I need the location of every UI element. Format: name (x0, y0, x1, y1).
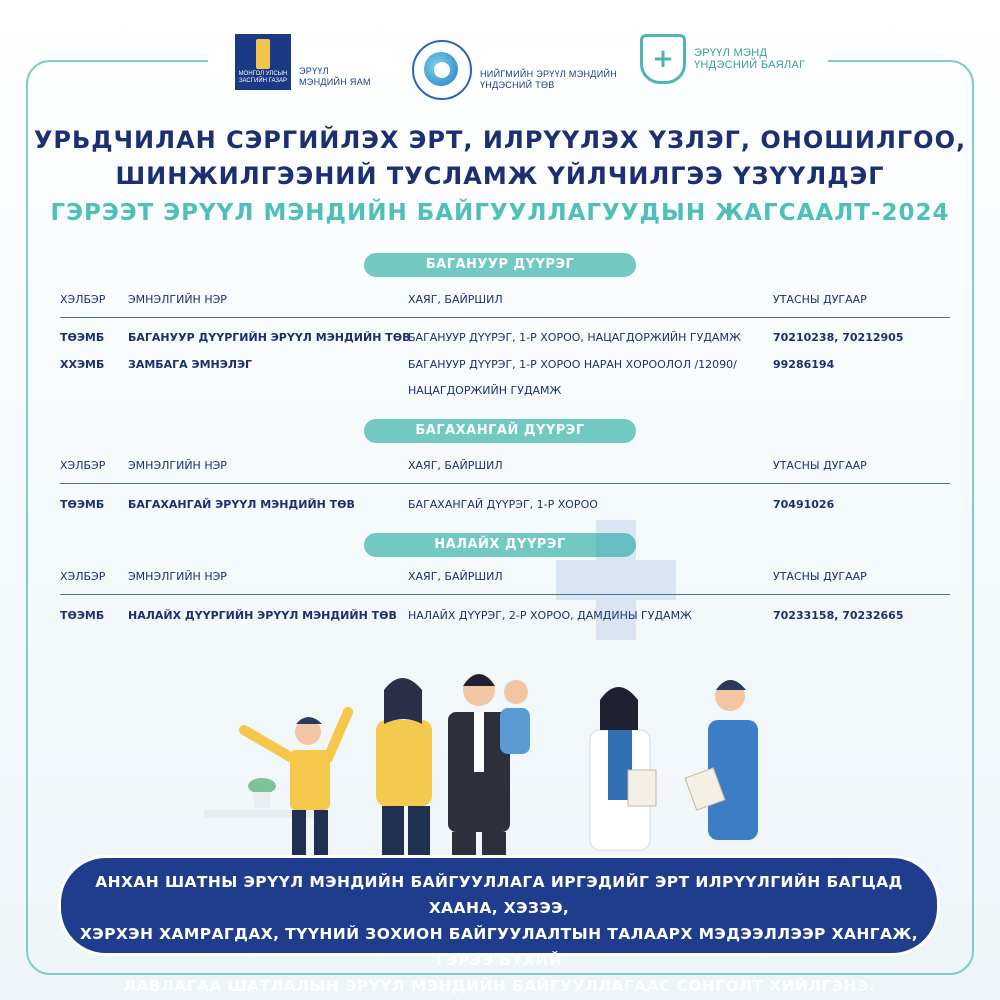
banner-line-2: ХЭРХЭН ХАМРАГДАХ, ТҮҮНИЙ ЗОХИОН БАЙГУУЛАЛТЫН ТАЛААРХ МЭДЭЭЛЛЭЭР ХАНГАЖ, ГЭРЭЭ БҮХИЙ (79, 925, 919, 969)
title-line-3: ГЭРЭЭТ ЭРҮҮЛ МЭНДИЙН БАЙГУУЛЛАГУУДЫН ЖАГСААЛТ-2024 (50, 200, 950, 226)
ministry-logo (235, 34, 371, 90)
logo-bar (0, 32, 1000, 102)
soyombo-emblem-icon (235, 34, 291, 90)
table-header (60, 293, 950, 318)
title-line-2: ШИНЖИЛГЭЭНИЙ ТУСЛАМЖ ҮЙЛЧИЛГЭЭ ҮЗҮҮЛДЭГ (115, 162, 885, 190)
doctor-figure (590, 687, 656, 850)
header-name: ЭМНЭЛГИЙН НЭР (128, 293, 227, 306)
public-health-center-logo (412, 40, 617, 100)
woman-figure (376, 678, 432, 876)
medical-shield-icon: + (640, 34, 686, 84)
ministry-name: ЭРҮҮЛ МЭНДИЙН ЯАМ (299, 66, 371, 87)
health-wealth-logo (640, 34, 805, 84)
banner-line-3: ЛАВЛАГАА ШАТЛАЛЫН ЭРҮҮЛ МЭНДИЙН БАЙГУУЛЛАГААС СОНГОЛТ ХИЙЛГЭНЭ. (123, 977, 875, 995)
nurse-figure (685, 680, 758, 840)
table-header: ХЭЛБЭР ЭМНЭЛГИЙН НЭР ХАЯГ, БАЙРШИЛ УТАСНЫ ДУГААР (60, 459, 950, 484)
center-name: НИЙГМИЙН ЭРҮҮЛ МЭНДИЙН ҮНДЭСНИЙ ТӨВ (480, 69, 618, 90)
people-illustration (220, 660, 780, 880)
wealth-slogan: ЭРҮҮЛ МЭНД ҮНДЭСНИЙ БАЯЛАГ (694, 47, 806, 71)
title-line-1: УРЬДЧИЛАН СЭРГИЙЛЭХ ЭРТ, ИЛРҮҮЛЭХ ҮЗЛЭГ, ОНОШИЛГОО, (33, 126, 967, 154)
header-type: ХЭЛБЭР (60, 293, 106, 306)
child-figure (244, 712, 348, 860)
district-pill-baganuur: БАГАНУУР ДҮҮРЭГ (364, 253, 636, 277)
banner-line-1: АНХАН ШАТНЫ ЭРҮҮЛ МЭНДИЙН БАЙГУУЛЛАГА ИРГЭДИЙГ ЭРТ ИЛРҮҮЛГИЙН БАГЦАД ХААНА, ХЭЗЭЭ, (95, 873, 903, 917)
district-pill-bagakhangai: БАГАХАНГАЙ ДҮҮРЭГ (364, 419, 636, 443)
man-with-child-figure (448, 674, 530, 880)
header-phone: УТАСНЫ ДУГААР (773, 293, 867, 306)
district-pill-nalaikh: НАЛАЙХ ДҮҮРЭГ (364, 533, 636, 557)
header-address: ХАЯГ, БАЙРШИЛ (408, 293, 503, 306)
globe-icon (412, 40, 472, 100)
table-header: ХЭЛБЭР ЭМНЭЛГИЙН НЭР ХАЯГ, БАЙРШИЛ УТАСНЫ ДУГААР (60, 570, 950, 595)
emblem-caption: МОНГОЛ УЛСЫН ЗАСГИЙН ГАЗАР (238, 71, 288, 84)
info-banner (58, 855, 940, 995)
